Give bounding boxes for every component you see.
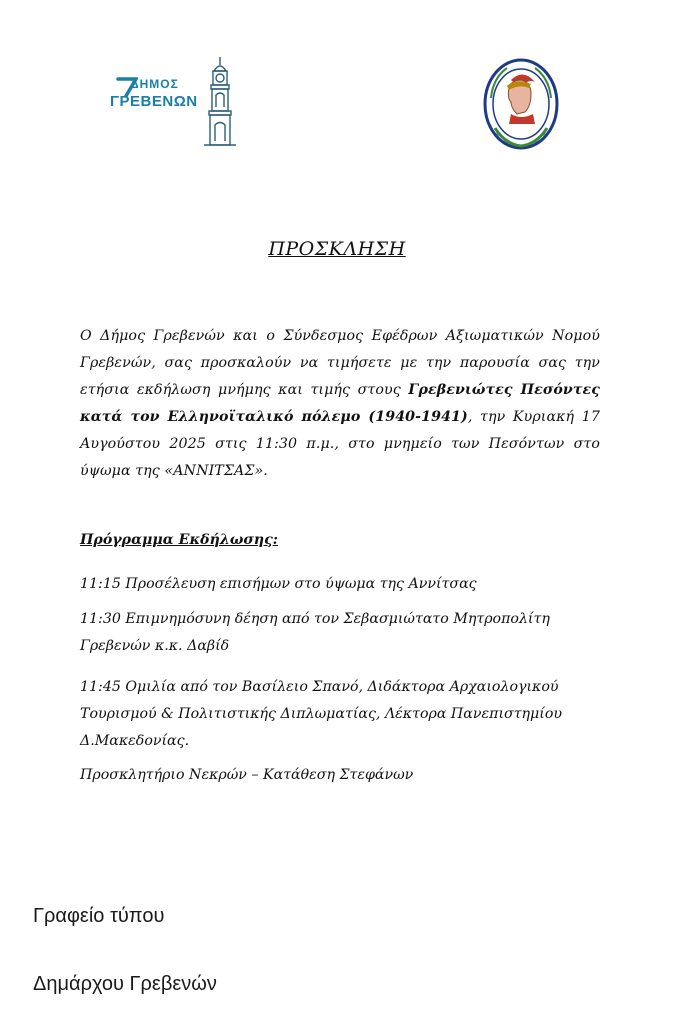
footer-line1: Γραφείο τύπου [33, 905, 165, 927]
paragraph-bold: Γρεβενιώτες Πεσόντες κατά τον Ελληνοϊταλικό πόλεμο (1940-1941) [80, 382, 600, 425]
logo-line1: ΔΗΜΟΣ [130, 77, 179, 91]
clock-tower-icon [198, 55, 242, 150]
association-emblem-icon [481, 58, 561, 153]
municipality-logo [110, 55, 245, 150]
municipality-logo-text [110, 77, 198, 110]
paragraph-rest: , την Κυριακή 17 Αυγούστου 2025 στις 11:30 π.μ., στο μνημείο των Πεσόντων στο ύψωμα της «ΑΝΝΙΤΣΑΣ». [80, 409, 600, 479]
footer-line2: Δημάρχου Γρεβενών [33, 973, 217, 995]
program-item: Προσκλητήριο Νεκρών – Κατάθεση Στεφάνων [80, 767, 414, 783]
program-item: 11:30 Επιμνημόσυνη δέηση από τον Σεβασμιώτατο Μητροπολίτη Γρεβενών κ.κ. Δαβίδ [80, 611, 550, 654]
program-item: 11:15 Προσέλευση επισήμων στο ύψωμα της Αννίτσας [80, 576, 477, 592]
invitation-paragraph [80, 323, 600, 485]
logo-line2: ΓΡΕΒΕΝΩΝ [110, 93, 198, 110]
program-item: 11:45 Ομιλία από τον Βασίλειο Σπανό, Διδάκτορα Αρχαιολογικού Τουρισμού & Πολιτιστικής Διπλωματίας, Λέκτορα Πανεπιστημίου Δ.Μακεδονίας. [80, 679, 562, 749]
program-title: Πρόγραμμα Εκδήλωσης: [80, 532, 278, 548]
invitation-title: ΠΡΟΣΚΛΗΣΗ [268, 238, 406, 260]
paragraph-intro: Ο Δήμος Γρεβενών και ο Σύνδεσμος Εφέδρων Αξιωματικών Νομού Γρεβενών, σας προσκαλούν να τιμήσετε με την παρουσία σας την ετήσια εκδήλωση μνήμης και τιμής στους [80, 328, 600, 398]
